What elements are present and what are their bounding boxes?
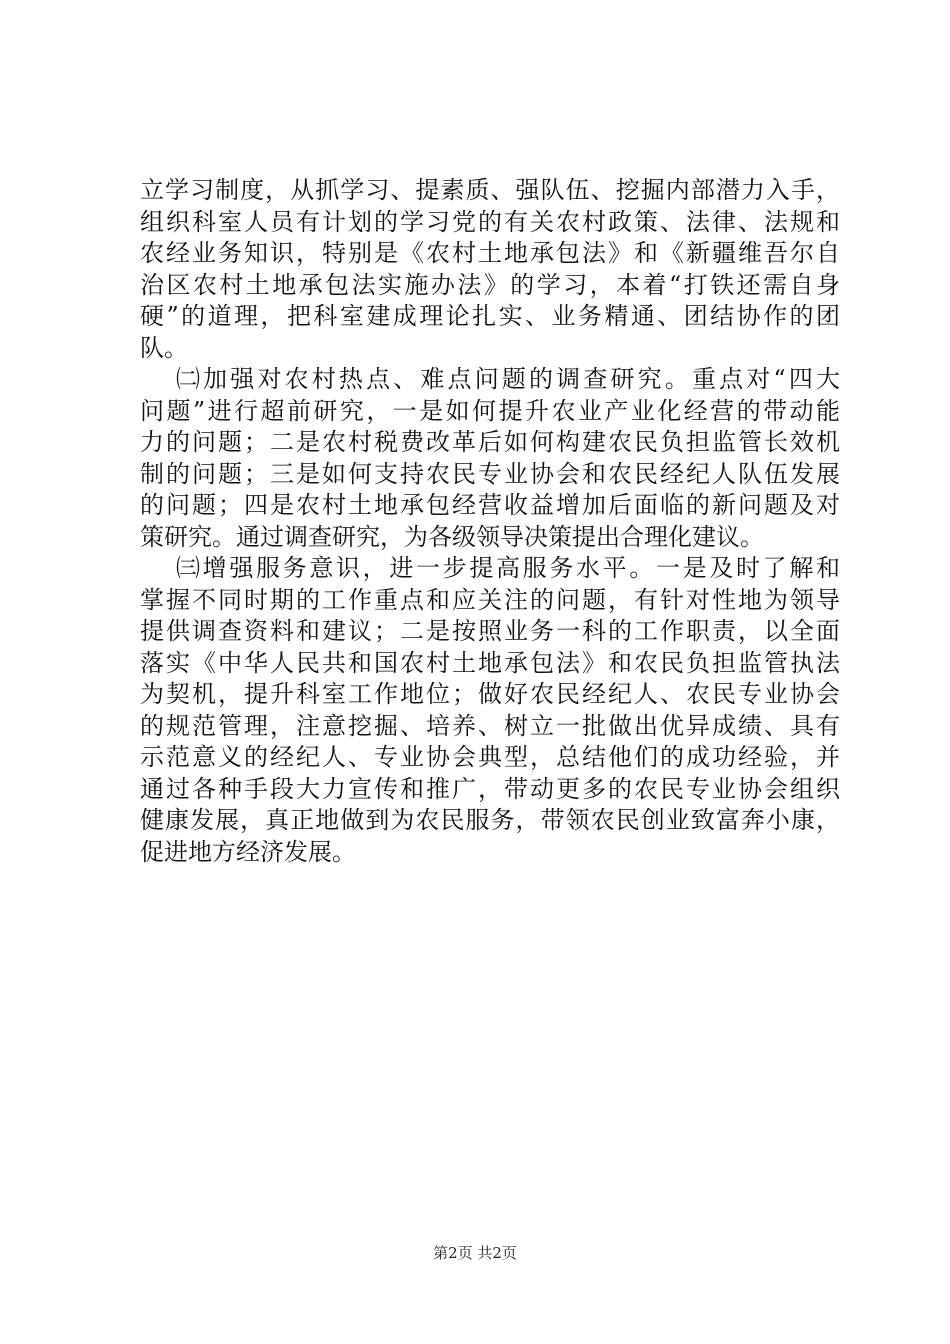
text-line: 掌握不同时期的工作重点和应关注的问题，有针对性地为领导 bbox=[140, 585, 840, 614]
text-line: 落实《中华人民共和国农村土地承包法》和农民负担监管执法 bbox=[140, 648, 840, 677]
text-line: 策研究。通过调查研究，为各级领导决策提出合理化建议。 bbox=[140, 522, 764, 551]
text-line: 组织科室人员有计划的学习党的有关农村政策、法律、法规和 bbox=[140, 207, 840, 236]
text-line: 为契机，提升科室工作地位；做好农民经纪人、农民专业协会 bbox=[140, 680, 840, 708]
text-line: 的问题；四是农村土地承包经营收益增加后面临的新问题及对 bbox=[140, 491, 840, 519]
text-line: 农经业务知识，特别是《农村土地承包法》和《新疆维吾尔自 bbox=[140, 239, 840, 267]
text-line: 硬”的道理，把科室建成理论扎实、业务精通、团结协作的团 bbox=[140, 302, 840, 330]
text-line: 治区农村土地承包法实施办法》的学习，本着“打铁还需自身 bbox=[140, 270, 840, 299]
text-line: 提供调查资料和建议；二是按照业务一科的工作职责，以全面 bbox=[140, 617, 840, 645]
page-number: 第2页 共2页 bbox=[433, 1244, 517, 1262]
paragraph-3 bbox=[140, 553, 840, 868]
text-line: 的规范管理，注意挖掘、培养、树立一批做出优异成绩、具有 bbox=[140, 711, 840, 740]
text-line: 制的问题；三是如何支持农民专业协会和农民经纪人队伍发展 bbox=[140, 459, 840, 488]
text-line: 通过各种手段大力宣传和推广，带动更多的农民专业协会组织 bbox=[140, 774, 840, 803]
text-line: 队。 bbox=[140, 333, 188, 362]
document-body bbox=[140, 175, 840, 868]
text-line: 健康发展，真正地做到为农民服务，带领农民创业致富奔小康， bbox=[140, 806, 840, 834]
paragraph-2 bbox=[140, 364, 840, 553]
text-line: 促进地方经济发展。 bbox=[140, 837, 356, 866]
page-footer bbox=[0, 1242, 950, 1263]
text-line: ㈢增强服务意识，进一步提高服务水平。一是及时了解和 bbox=[176, 554, 840, 582]
text-line: 力的问题；二是农村税费改革后如何构建农民负担监管长效机 bbox=[140, 428, 840, 456]
paragraph-1 bbox=[140, 175, 840, 364]
text-line: 问题”进行超前研究，一是如何提升农业产业化经营的带动能 bbox=[140, 396, 840, 425]
text-line: 示范意义的经纪人、专业协会典型，总结他们的成功经验，并 bbox=[140, 743, 840, 771]
text-line: ㈡加强对农村热点、难点问题的调查研究。重点对“四大 bbox=[176, 365, 840, 393]
text-line: 立学习制度，从抓学习、提素质、强队伍、挖掘内部潜力入手， bbox=[140, 176, 840, 204]
